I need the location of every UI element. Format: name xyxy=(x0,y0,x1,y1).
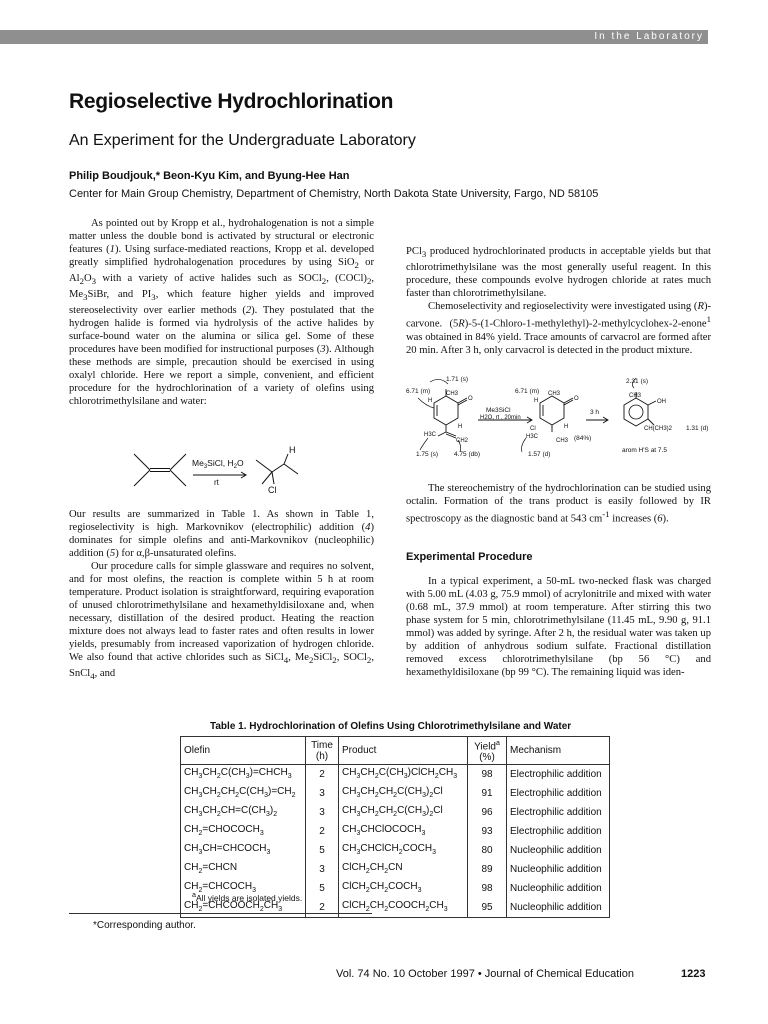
atom-label: H3C xyxy=(526,434,539,440)
nmr-shift-methyl: 1.75 (s) xyxy=(416,451,439,458)
table-cell-yield: 89 xyxy=(468,860,507,879)
table-cell-yield: 98 xyxy=(468,879,507,898)
table-cell-yield: 93 xyxy=(468,822,507,841)
table-cell-product: $CH_3CHClCH_2COCH_3$ xyxy=(339,841,468,860)
journal-citation: Vol. 74 No. 10 October 1997 • Journal of Chemical Education xyxy=(336,968,634,980)
table-cell-olefin: $CH_2=CHCN$ xyxy=(181,860,306,879)
table-row xyxy=(181,860,610,879)
table-cell-product: $CH_3CH_2CH_2C(CH_3)_2Cl$ xyxy=(339,784,468,803)
scheme1-conditions: rt xyxy=(214,478,219,487)
table-cell-olefin: $CH_2=CHCOCH_3$ xyxy=(181,879,306,898)
table-cell-yield: 91 xyxy=(468,784,507,803)
experimental-paragraph: In a typical experiment, a 50-mL two-necked flask was charged with 5.00 mL (4.03 g, 75.9 mmol) of acrylonitrile and mixed with water (0.68 mL, 37.9 mmol) at room temperature. After stirring this two phase system for 5 min, chlorotrimethylsilane (11.45 mL, 9.90 g, 91.1 mmol) was added by syringe. After 2 h, the residual water was taken up by addition of anhydrous sodium sulfate. Fractional distillation removed excess chlorotrimethylsilane (bp 56 °C) and hexamethyldisiloxane (bp 99 °C). The remaining liquid was iden- xyxy=(406,576,711,678)
table-cell-mechanism: Electrophilic addition xyxy=(507,803,610,822)
intro-paragraph: As pointed out by Kropp et al., hydrohalogenation is not a simple matter unless the double bond is activated by structural or electronic features (1). Using surface-mediated reactions, Kropp et al. developed greatly simplified hydrohalogenation procedures by using SiO$_2$ or $Al_2O_3$ with a variety of active halides such as SOCl$_2$, $(COCl)_2$, $Me_3SiBr$, and $PI_3$, which feature higher yields and improved stereoselectivity over earlier methods (2). They postulated that the hydrogen halide is formed via hydrolysis of the active halides by surface-bound water on the alumina or silica gel. Some of these procedures have been modified for instructional purposes (3). Although these methods are simple, precaution should be exercised in using oxalyl chloride. Here we report a simple, convenient, and efficient procedure for the hydrochlorination of a variety of olefins using chlorotrimethylsilane and water: xyxy=(69,218,375,408)
table-cell-time: 5 xyxy=(306,841,339,860)
table-cell-product: $CH_3CHClOCOCH_3$ xyxy=(339,822,468,841)
author-list: Philip Boudjouk,* Beon-Kyu Kim, and Byung-Hee Han xyxy=(69,170,350,182)
table-cell-olefin: $CH_3CH_2CH=C(CH_3)_2$ xyxy=(181,803,306,822)
scheme2-yield: (84%) xyxy=(574,435,592,442)
table-header-row xyxy=(181,737,610,765)
table-row xyxy=(181,765,610,785)
table-cell-mechanism: Nucleophilic addition xyxy=(507,879,610,898)
section-label: In the Laboratory xyxy=(594,31,704,42)
table-cell-time: 5 xyxy=(306,879,339,898)
atom-label: O xyxy=(574,396,579,402)
scheme1-hydrogen: H xyxy=(289,445,296,455)
scheme1-reagents: $Me_3SiCl$, $H_2O$ xyxy=(192,458,244,470)
atom-label: CH3 xyxy=(556,438,569,444)
atom-label: CH3 xyxy=(629,393,642,399)
table-cell-product: $CH_3CH_2C(CH_3)ClCH_2CH_3$ xyxy=(339,765,468,785)
atom-label: H xyxy=(564,424,569,430)
page-number: 1223 xyxy=(681,968,706,980)
procedure-summary-paragraph: Our procedure calls for simple glassware and requires no solvent, and for most olefins, the reaction is complete within 5 h at room temperature. Product isolation is straightforward, requiring evaporation of unused chlorotrimethylsilane and hexamethyldisiloxane and, when necessary, distillation of the desired product. Heating the reaction mixture does not always lead to faster rates and often results in lower yields, presumably from increased vaporization of hydrogen chloride. We also found that active chlorides such as SiCl$_4$, $Me_2SiCl_2$, SOCl$_2$, SnCl$_4$, and xyxy=(69,561,374,682)
atom-label: CH(CH3)2 xyxy=(644,426,673,432)
table-cell-time: 2 xyxy=(306,898,339,918)
reagent-paragraph: PCl$_3$ produced hydrochlorinated products in acceptable yields but that chlorotrimethylsilane was the most generally useful reagent. In this procedure, these compounds evolve hydrogen chloride at rates much faster than chlorotrimethylsilane. xyxy=(406,246,711,300)
atom-label: CH3 xyxy=(446,391,459,397)
col-header-yield: Yield$^a$ (%) xyxy=(468,737,507,765)
atom-label: H xyxy=(428,398,433,404)
nmr-shift-isopropyl: 1.31 (d) xyxy=(686,425,709,432)
table-footnote: $^a$All yields are isolated yields. xyxy=(192,891,303,903)
table-cell-yield: 98 xyxy=(468,765,507,785)
nmr-shift-vinyl: 6.71 (m) xyxy=(515,388,540,395)
scheme1-chlorine: Cl xyxy=(268,485,277,494)
carvone-paragraph: Chemoselectivity and regioselectivity were investigated using (R)-carvone. (5R)-5-(1-Chloro-1-methylethyl)-2-methylcyclohex-2-enone$^1$ was obtained in 84% yield. Trace amounts of carvacrol are formed after 20 min. After 3 h, only carvacrol is detected in the product mixture. xyxy=(406,301,711,356)
table-cell-product: $ClCH_2CH_2COCH_3$ xyxy=(339,879,468,898)
atom-label: CH3 xyxy=(548,391,561,397)
col-header-time: Time (h) xyxy=(306,737,339,765)
table-cell-product: $ClCH_2CH_2COOCH_2CH_3$ xyxy=(339,898,468,918)
atom-label: H3C xyxy=(424,432,437,438)
table-row xyxy=(181,822,610,841)
table-cell-olefin: $CH_3CH_2C(CH_3)=CHCH_3$ xyxy=(181,765,306,785)
table-row xyxy=(181,784,610,803)
nmr-shift-methyl: 1.71 (s) xyxy=(446,376,469,383)
table-cell-yield: 96 xyxy=(468,803,507,822)
scheme-hydrochlorination xyxy=(128,444,308,494)
stereochem-paragraph-block xyxy=(406,482,711,526)
table-cell-olefin: $CH_2=CHOCOCH_3$ xyxy=(181,822,306,841)
scheme2-reagent: Me3SiCl xyxy=(486,407,511,414)
reagent-paragraph-block xyxy=(406,245,711,357)
author-affiliation: Center for Main Group Chemistry, Department of Chemistry, North Dakota State University, Fargo, ND 58105 xyxy=(69,188,599,200)
table-cell-time: 2 xyxy=(306,822,339,841)
table-cell-olefin: $CH_2=CHCOOCH_2CH_3$ xyxy=(181,898,306,918)
table-cell-mechanism: Electrophilic addition xyxy=(507,765,610,785)
experimental-paragraph-block xyxy=(406,575,711,679)
table-cell-mechanism: Nucleophilic addition xyxy=(507,841,610,860)
table-row xyxy=(181,803,610,822)
col-header-mechanism: Mechanism xyxy=(507,737,610,765)
stereochem-paragraph: The stereochemistry of the hydrochlorination can be studied using octalin. Formation of the trans product is easily followed by IR spectroscopy as the diagnostic band at 543 $cm^{-1}$ increases (6). xyxy=(406,483,711,525)
table-cell-mechanism: Electrophilic addition xyxy=(507,822,610,841)
atom-label: O xyxy=(468,396,473,402)
scheme-carvone xyxy=(400,372,715,464)
atom-label: H xyxy=(458,424,463,430)
table-cell-olefin: $CH_3CH=CHCOCH_3$ xyxy=(181,841,306,860)
atom-label: Cl xyxy=(530,426,536,432)
article-subtitle: An Experiment for the Undergraduate Laboratory xyxy=(69,132,416,149)
table-row xyxy=(181,841,610,860)
col-header-olefin: Olefin xyxy=(181,737,306,765)
article-title: Regioselective Hydrochlorination xyxy=(69,90,394,113)
intro-paragraph-block xyxy=(69,217,374,408)
table-cell-yield: 95 xyxy=(468,898,507,918)
scheme2-time: 3 h xyxy=(590,409,600,416)
atom-label: OH xyxy=(657,399,666,405)
table-caption: Table 1. Hydrochlorination of Olefins Using Chlorotrimethylsilane and Water xyxy=(210,721,572,732)
nmr-shift-methyl: 1.57 (d) xyxy=(528,451,551,458)
nmr-shift-methyl: 2.31 (s) xyxy=(626,378,649,385)
table-cell-olefin: $CH_3CH_2CH_2C(CH_3)=CH_2$ xyxy=(181,784,306,803)
table-cell-mechanism: Nucleophilic addition xyxy=(507,860,610,879)
aromatic-shift-note: arom H'S at 7.5 xyxy=(622,447,667,454)
table-cell-product: $ClCH_2CH_2CN$ xyxy=(339,860,468,879)
results-paragraph: Our results are summarized in Table 1. As shown in Table 1, regioselectivity is high. Markovnikov (electrophilic) addition (4) dominates for simple olefins and anti-Markovnikov (nucleophilic) addition (5) for α,β-unsaturated olefins. xyxy=(69,509,374,559)
table-cell-mechanism: Electrophilic addition xyxy=(507,784,610,803)
section-heading-experimental: Experimental Procedure xyxy=(406,551,533,563)
scheme2-conditions: H2O, rt , 20min xyxy=(480,415,521,421)
atom-label: H xyxy=(534,398,539,404)
table-cell-time: 3 xyxy=(306,784,339,803)
section-header-bar xyxy=(0,30,708,44)
footnote-divider xyxy=(69,913,372,914)
nmr-shift-vinyl: 6.71 (m) xyxy=(406,388,431,395)
table-cell-time: 3 xyxy=(306,803,339,822)
corresponding-author-note: *Corresponding author. xyxy=(93,920,196,931)
table-cell-product: $CH_3CH_2CH_2C(CH_3)_2Cl$ xyxy=(339,803,468,822)
table-cell-time: 2 xyxy=(306,765,339,785)
results-paragraph-block xyxy=(69,508,374,683)
atom-label: CH2 xyxy=(456,438,469,444)
table-cell-yield: 80 xyxy=(468,841,507,860)
table-cell-time: 3 xyxy=(306,860,339,879)
table-cell-mechanism: Nucleophilic addition xyxy=(507,898,610,918)
nmr-shift-methylene: 4.75 (db) xyxy=(454,451,481,458)
col-header-product: Product xyxy=(339,737,468,765)
